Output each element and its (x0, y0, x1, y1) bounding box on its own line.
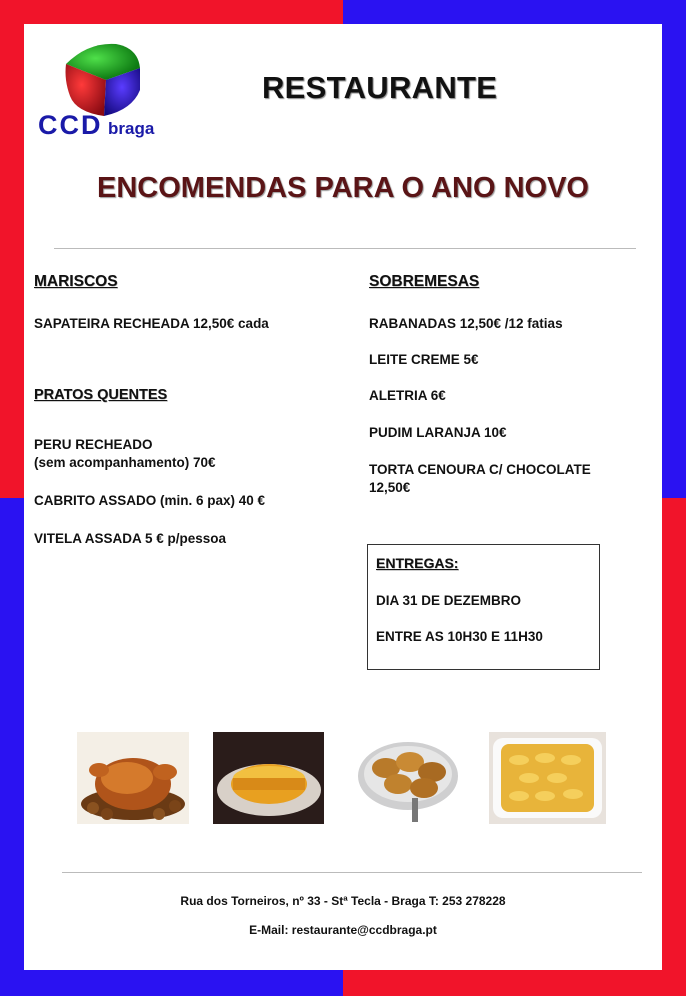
photo-roast-turkey (77, 732, 189, 824)
photo-torta-cenoura (489, 732, 606, 824)
logo-city: braga (108, 119, 155, 138)
section-heading-sobremesas: SOBREMESAS (369, 273, 480, 290)
entregas-heading: ENTREGAS: (376, 555, 459, 571)
menu-item-torta-price: 12,50€ (369, 480, 411, 495)
menu-item-leite-creme: LEITE CREME 5€ (369, 352, 479, 367)
entregas-time: ENTRE AS 10H30 E 11H30 (376, 629, 543, 644)
logo-text: CCD (38, 110, 103, 140)
menu-item-cabrito: CABRITO ASSADO (min. 6 pax) 40 € (34, 493, 266, 508)
page-subtitle: ENCOMENDAS PARA O ANO NOVO (97, 172, 589, 204)
menu-item-pudim: PUDIM LARANJA 10€ (369, 425, 507, 440)
footer-email[interactable]: E-Mail: restaurante@ccdbraga.pt (249, 923, 437, 937)
divider-top (54, 248, 636, 249)
menu-item-rabanadas: RABANADAS 12,50€ /12 fatias (369, 316, 563, 331)
section-heading-mariscos: MARISCOS (34, 273, 118, 290)
menu-item-sapateira: SAPATEIRA RECHEADA 12,50€ cada (34, 316, 269, 331)
menu-item-torta: TORTA CENOURA C/ CHOCOLATE (369, 462, 591, 477)
menu-item-peru: PERU RECHEADO (34, 437, 153, 452)
section-heading-pratos-quentes: PRATOS QUENTES (34, 387, 168, 403)
menu-item-aletria: ALETRIA 6€ (369, 388, 446, 403)
entregas-day: DIA 31 DE DEZEMBRO (376, 593, 522, 608)
page-title: RESTAURANTE (262, 70, 498, 105)
menu-item-peru-note: (sem acompanhamento) 70€ (34, 455, 216, 470)
photo-orange-pudding (213, 732, 324, 824)
footer-address: Rua dos Torneiros, nº 33 - Stª Tecla - Braga T: 253 278228 (180, 894, 506, 908)
divider-bottom (62, 872, 642, 873)
menu-item-vitela: VITELA ASSADA 5 € p/pessoa (34, 531, 227, 546)
photo-rabanadas (354, 732, 465, 824)
